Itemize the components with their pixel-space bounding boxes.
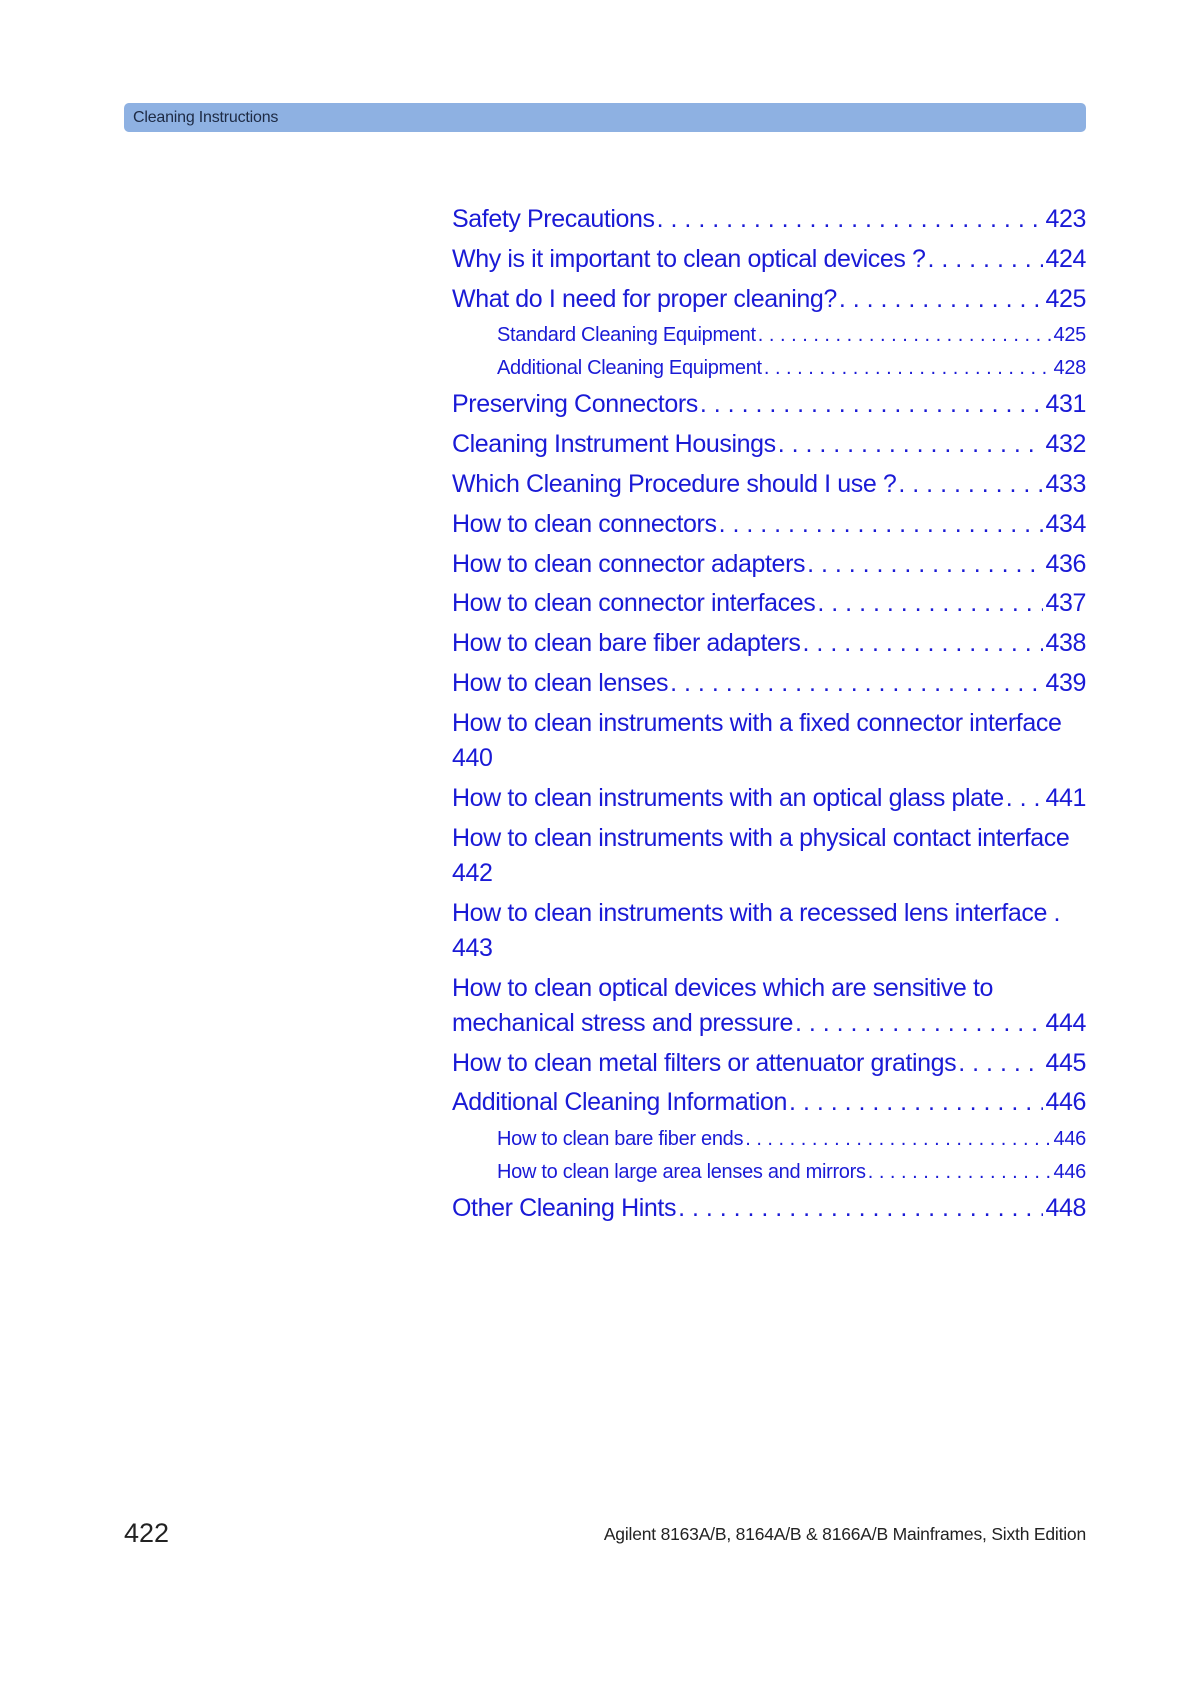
dot-leader	[670, 664, 1043, 704]
section-header-bar	[124, 103, 1086, 132]
toc-entry-title: How to clean instruments with a recessed lens interface	[452, 898, 1047, 927]
toc-entry-title: Other Cleaning Hints	[452, 1194, 677, 1223]
toc-entry-title: How to clean connector interfaces	[452, 589, 816, 618]
dot-leader	[839, 280, 1044, 320]
toc-entry-title: Safety Precautions	[452, 205, 655, 233]
toc-entry-sensitive-devices[interactable]	[452, 969, 1086, 1044]
dot-leader	[817, 584, 1043, 624]
toc-entry-page: 431	[1045, 390, 1086, 419]
dot-leader	[700, 385, 1044, 425]
dot-leader	[657, 200, 1044, 240]
toc-entry-title: What do I need for proper cleaning?	[452, 284, 837, 313]
toc-entry-page: 425	[1045, 284, 1086, 313]
toc-entry-page: 446	[1053, 1128, 1086, 1151]
toc-entry-preserving-connectors[interactable]	[452, 385, 1086, 425]
toc-entry-metal-filters[interactable]	[452, 1044, 1086, 1084]
dot-leader	[758, 319, 1052, 352]
toc-entry-bare-fiber-ends[interactable]	[452, 1123, 1086, 1156]
toc-entry-page: 443	[452, 933, 493, 962]
toc-entry-page: 440	[452, 743, 493, 772]
footer-document-title: Agilent 8163A/B, 8164A/B & 8166A/B Mainframes, Sixth Edition	[603, 1524, 1086, 1544]
section-title: Cleaning Instructions	[133, 109, 279, 126]
toc-entry-title: How to clean connectors	[452, 509, 717, 538]
toc-entry-title: How to clean metal filters or attenuator gratings	[452, 1048, 957, 1077]
toc-entry-title: Additional Cleaning Information	[452, 1088, 788, 1117]
toc-entry-title: How to clean lenses	[452, 668, 669, 697]
toc-entry-clean-connector-interfaces[interactable]	[452, 584, 1086, 624]
toc-entry-page: 448	[1045, 1194, 1086, 1223]
toc-entry-title: Why is it important to clean optical devices ?	[452, 244, 926, 273]
toc-entry-page: 424	[1045, 244, 1086, 273]
dot-leader	[807, 545, 1043, 585]
toc-entry-page: 433	[1045, 469, 1086, 498]
page-number: 422	[124, 1518, 170, 1548]
dot-leader	[868, 1156, 1052, 1189]
toc-entry-optical-glass-plate[interactable]	[452, 779, 1086, 819]
toc-entry-title: How to clean bare fiber adapters	[452, 629, 801, 658]
toc-entry-which-procedure[interactable]	[452, 465, 1086, 505]
toc-entry-page: 446	[1053, 1161, 1086, 1184]
toc-entry-title-line2: mechanical stress and pressure	[452, 1008, 793, 1037]
toc-entry-line2	[452, 1006, 1086, 1041]
toc-entry-page: 436	[1045, 549, 1086, 578]
toc-entry-title: How to clean large area lenses and mirrors	[497, 1161, 866, 1184]
dot-leader	[789, 1083, 1043, 1123]
toc-entry-title: How to clean connector adapters	[452, 549, 806, 578]
toc-entry-why-clean[interactable]	[452, 240, 1086, 280]
toc-entry-page: 446	[1045, 1088, 1086, 1117]
toc-entry-standard-equipment[interactable]	[452, 319, 1086, 352]
toc-entry-physical-contact-interface[interactable]	[452, 819, 1086, 894]
toc-entry-page: 432	[1045, 430, 1086, 459]
toc-entry-page: 445	[1045, 1048, 1086, 1077]
toc-entry-instrument-housings[interactable]	[452, 425, 1086, 465]
toc-entry-clean-bare-fiber-adapters[interactable]	[452, 624, 1086, 664]
toc-entry-other-hints[interactable]	[452, 1189, 1086, 1229]
toc-entry-page: 444	[1045, 1008, 1086, 1037]
toc-entry-title: Standard Cleaning Equipment	[497, 324, 756, 347]
dot-leader	[958, 1044, 1043, 1084]
toc-entry-title: Preserving Connectors	[452, 390, 698, 419]
dot-leader	[719, 505, 1044, 545]
dot-leader	[678, 1189, 1043, 1229]
toc-entry-page: 438	[1045, 629, 1086, 658]
toc-entry-page: 437	[1045, 589, 1086, 618]
toc-entry-page: 434	[1045, 509, 1086, 538]
toc-entry-safety-precautions[interactable]	[452, 200, 1086, 240]
toc-entry-page: 441	[1045, 783, 1086, 812]
toc-entry-page: 439	[1045, 668, 1086, 697]
toc-entry-title: How to clean instruments with a fixed connector interface	[452, 708, 1062, 737]
toc-entry-title: How to clean instruments with a physical contact interface	[452, 823, 1070, 852]
toc-entry-recessed-lens-interface[interactable]	[452, 894, 1086, 969]
toc-entry-title: Which Cleaning Procedure should I use ?	[452, 469, 897, 498]
dot-leader	[898, 465, 1043, 505]
toc-entry-additional-cleaning-info[interactable]	[452, 1083, 1086, 1123]
dot-leader	[1006, 779, 1044, 819]
toc-entry-page: 425	[1053, 324, 1086, 347]
toc-entry-page: 428	[1053, 357, 1086, 380]
toc-entry-clean-connector-adapters[interactable]	[452, 545, 1086, 585]
dot-leader	[795, 1006, 1044, 1041]
dot-leader: .	[1046, 898, 1061, 927]
toc-entry-page: 423	[1045, 205, 1086, 233]
toc-entry-fixed-connector-interface[interactable]	[452, 704, 1086, 779]
toc-entry-title: Additional Cleaning Equipment	[497, 357, 762, 380]
toc-entry-clean-lenses[interactable]	[452, 664, 1086, 704]
toc-entry-page: 442	[452, 858, 493, 887]
toc-entry-additional-equipment[interactable]	[452, 352, 1086, 385]
toc-entry-title: Cleaning Instrument Housings	[452, 430, 776, 459]
dot-leader	[745, 1123, 1051, 1156]
dot-leader	[803, 624, 1044, 664]
dot-leader	[764, 352, 1052, 385]
toc-entry-large-area-lenses[interactable]	[452, 1156, 1086, 1189]
toc-entry-what-needed[interactable]	[452, 280, 1086, 320]
toc-entry-title: How to clean instruments with an optical glass plate	[452, 783, 1004, 812]
dot-leader	[927, 240, 1043, 280]
toc-entry-clean-connectors[interactable]	[452, 505, 1086, 545]
toc-entry-title-line1: How to clean optical devices which are sensitive to	[452, 973, 993, 1002]
toc-entry-title: How to clean bare fiber ends	[497, 1128, 744, 1151]
dot-leader	[778, 425, 1044, 465]
table-of-contents	[452, 200, 1086, 1229]
